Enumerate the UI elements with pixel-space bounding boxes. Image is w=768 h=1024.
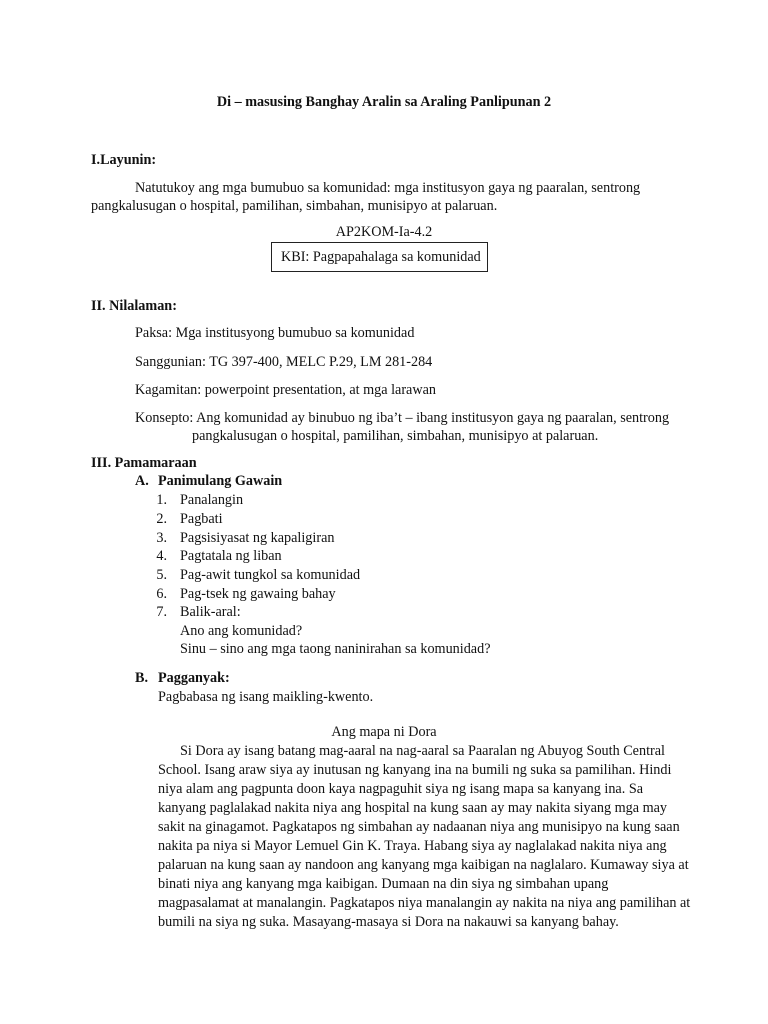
story-line: binati niya ang kanyang mga kaibigan. Dumaan na din siya ng simbahan upang [158,876,609,892]
list-item-number: 2. [156,511,167,527]
list-item-number: 1. [156,492,167,508]
pagganyak-text: Pagbabasa ng isang maikling-kwento. [158,689,374,705]
story-title: Ang mapa ni Dora [331,724,437,740]
list-item-number: 5. [156,567,167,583]
competency-code: AP2KOM-Ia-4.2 [335,224,433,240]
story-line: Si Dora ay isang batang mag-aaral na nag-aaral sa Paaralan ng Abuyog South Central [180,743,665,759]
section-heading-nilalaman: II. Nilalaman: [91,298,177,314]
list-item: Pagbati [180,511,223,527]
list-item: Panalangin [180,492,244,508]
list-item: Balik-aral: [180,604,241,620]
kbi-box [271,242,488,272]
konsepto-line-1: Konsepto: Ang komunidad ay binubuo ng iba’t – ibang institusyon gaya ng paaralan, sentrong [135,410,670,426]
subsection-a-heading: Panimulang Gawain [158,473,283,489]
list-item-number: 6. [156,586,167,602]
sanggunian-line: Sanggunian: TG 397-400, MELC P.29, LM 281-284 [135,354,433,370]
balik-aral-question-1: Ano ang komunidad? [180,623,303,639]
story-line: sakit na ginagamot. Pagkatapos ng simbahan ay nadaanan niya ang munisipyo na kung saan [158,819,680,835]
layunin-text-line-1: Natutukoy ang mga bumubuo sa komunidad: mga institusyon gaya ng paaralan, sentrong [135,180,641,196]
story-line: bumili na siya ng suka. Masayang-masaya si Dora na nakauwi sa kanyang bahay. [158,914,619,930]
document-title: Di – masusing Banghay Aralin sa Araling Panlipunan 2 [216,94,552,110]
list-item: Pag-awit tungkol sa komunidad [180,567,361,583]
subsection-a-letter: A. [135,473,149,489]
list-item-number: 3. [156,530,167,546]
kbi-text: KBI: Pagpapahalaga sa komunidad [281,249,481,265]
list-item: Pag-tsek ng gawaing bahay [180,586,336,602]
section-heading-layunin: I.Layunin: [91,152,157,168]
kagamitan-line: Kagamitan: powerpoint presentation, at mga larawan [135,382,436,398]
paksa-line: Paksa: Mga institusyong bumubuo sa komunidad [135,325,415,341]
balik-aral-question-2: Sinu – sino ang mga taong naninirahan sa komunidad? [180,641,491,657]
section-heading-pamamaraan: III. Pamamaraan [91,455,197,471]
story-line: palaruan na kung saan ay nandoon ang kanyang mga kaibigan na naglalaro. Kumaway siya at [158,857,689,873]
konsepto-line-2: pangkalusugan o hospital, pamilihan, simbahan, munisipyo at palaruan. [192,428,599,444]
subsection-b-heading: Pagganyak: [158,670,230,686]
list-item: Pagtatala ng liban [180,548,282,564]
list-item-number: 4. [156,548,167,564]
layunin-text-line-2: pangkalusugan o hospital, pamilihan, simbahan, munisipyo at palaruan. [91,198,498,214]
story-line: kanyang paglalakad nakita niya ang hospital na kung saan ay may nakita siyang mga may [158,800,668,816]
story-line: niya alam ang pagpunta doon kaya nagpaguhit siya ng isang mapa sa kanyang ina. Sa [158,781,644,797]
list-item: Pagsisiyasat ng kapaligiran [180,530,335,546]
story-line: magpasalamat at manalangin. Pagkatapos niya manalangin ay nakita na niya ang pamilihan at [158,895,691,911]
story-line: nakita pa niya si Mayor Lemuel Gin K. Traya. Habang siya ay naglalakad nakita niya ang [158,838,667,854]
subsection-b-letter: B. [135,670,149,686]
story-line: School. Isang araw siya ay inutusan ng kanyang ina na bumili ng suka sa pamilihan. Hindi [158,762,672,778]
list-item-number: 7. [156,604,167,620]
